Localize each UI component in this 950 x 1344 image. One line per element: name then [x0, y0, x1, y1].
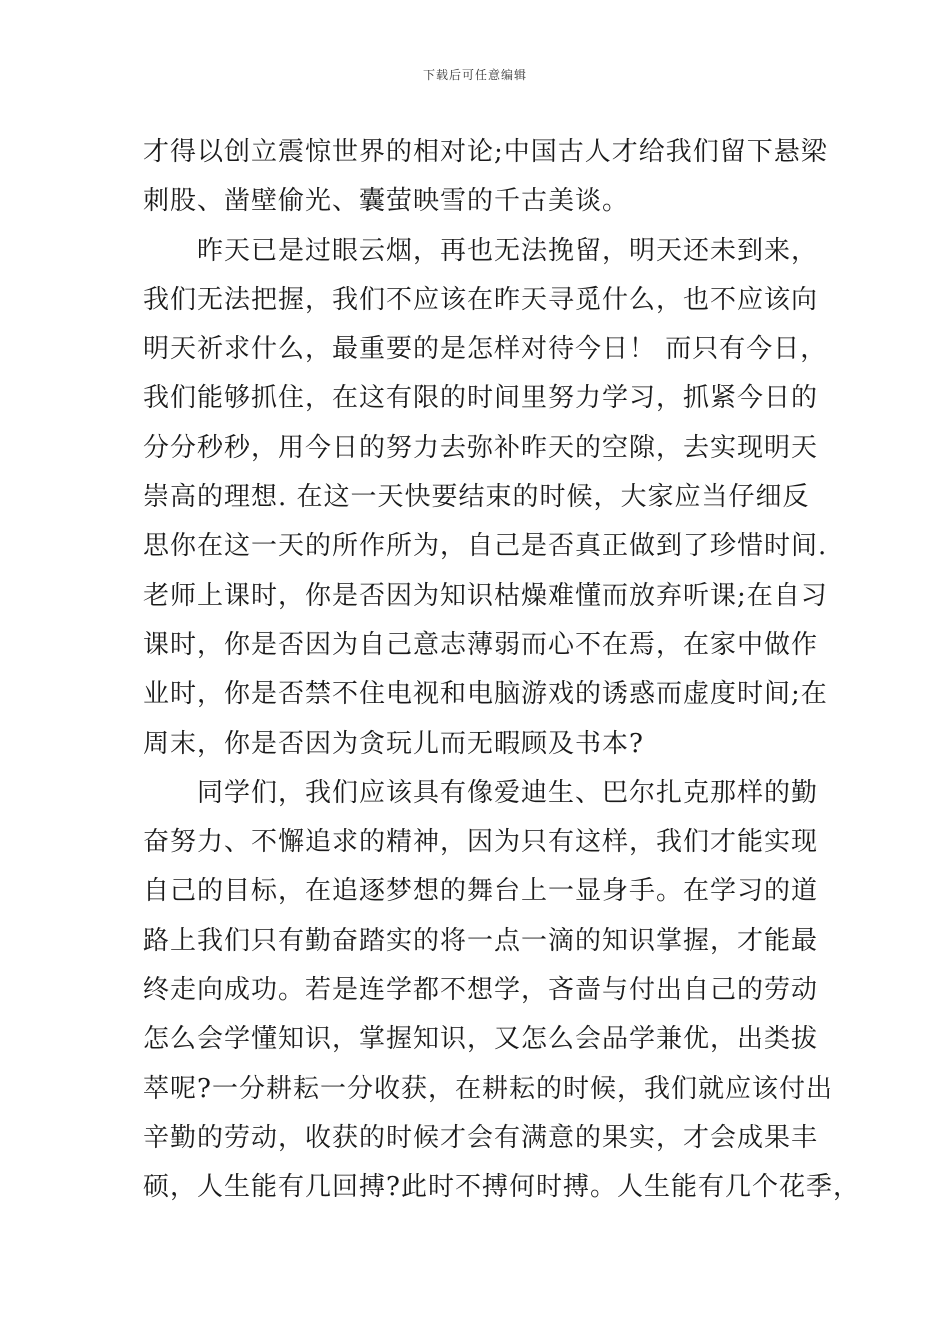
text-line: 自己的目标，在追逐梦想的舞台上一显身手。在学习的道 — [143, 876, 819, 907]
text-line: 明天祈求什么，最重要的是怎样对待今日！ 而只有今日， — [143, 334, 828, 365]
text-line: 分分秒秒，用今日的努力去弥补昨天的空隙，去实现明天 — [143, 432, 819, 463]
text-line: 硕，人生能有几回搏?此时不搏何时搏。人生能有几个花季， — [143, 1172, 860, 1203]
text-line: 老师上课时，你是否因为知识枯燥难懂而放弃听课;在自习 — [143, 580, 828, 611]
text-line: 周末，你是否因为贪玩儿而无暇顾及书本? — [143, 728, 644, 759]
text-line: 奋努力、不懈追求的精神，因为只有这样，我们才能实现 — [143, 827, 819, 858]
text-line: 刺股、凿壁偷光、囊萤映雪的千古美谈。 — [143, 186, 630, 217]
text-line: 辛勤的劳动，收获的时候才会有满意的果实，才会成果丰 — [143, 1122, 819, 1153]
text-line: 终走向成功。若是连学都不想学，吝啬与付出自己的劳动 — [143, 975, 819, 1006]
text-line: 我们能够抓住，在这有限的时间里努力学习，抓紧今日的 — [143, 383, 819, 414]
text-line: 思你在这一天的所作所为，自己是否真正做到了珍惜时间. — [143, 531, 828, 562]
paragraph-start-line: 同学们，我们应该具有像爱迪生、巴尔扎克那样的勤 — [197, 777, 819, 808]
paragraph-start-line: 昨天已是过眼云烟，再也无法挽留，明天还未到来， — [197, 235, 819, 266]
text-line: 萃呢?一分耕耘一分收获，在耕耘的时候，我们就应该付出 — [143, 1073, 833, 1104]
text-line: 业时，你是否禁不住电视和电脑游戏的诱惑而虚度时间;在 — [143, 679, 828, 710]
text-line: 崇高的理想. 在这一天快要结束的时候，大家应当仔细反 — [143, 482, 810, 513]
text-line: 才得以创立震惊世界的相对论;中国古人才给我们留下悬梁 — [143, 137, 828, 167]
document-body — [143, 128, 860, 1213]
text-line: 课时，你是否因为自己意志薄弱而心不在焉，在家中做作 — [143, 629, 819, 660]
text-line: 我们无法把握，我们不应该在昨天寻觅什么，也不应该向 — [143, 284, 819, 315]
text-line: 怎么会学懂知识，掌握知识，又怎么会品学兼优，出类拔 — [143, 1024, 819, 1055]
page-header-note: 下载后可任意编辑 — [422, 68, 527, 82]
text-line: 路上我们只有勤奋踏实的将一点一滴的知识掌握，才能最 — [143, 925, 819, 956]
